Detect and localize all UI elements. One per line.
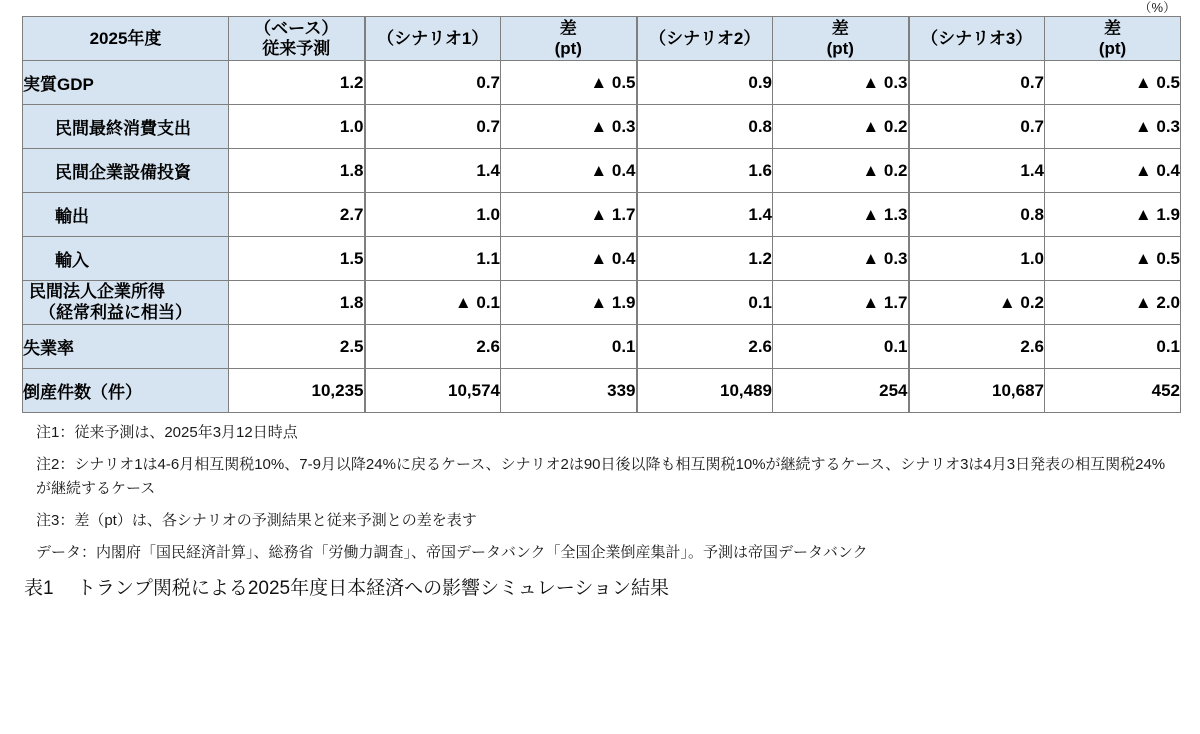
note-source: データ：内閣府「国民経済計算」、総務省「労働力調査」、帝国データバンク「全国企業倒産集計」。予測は帝国データバンク xyxy=(36,544,868,561)
row-value-d3: ▲ 0.4 xyxy=(1045,149,1181,193)
row-value-d1: 0.1 xyxy=(501,325,637,369)
row-label: 失業率 xyxy=(23,325,229,369)
row-value-s2: 0.9 xyxy=(637,61,773,105)
caption-text: トランプ関税による2025年度日本経済への影響シミュレーション結果 xyxy=(76,578,669,600)
row-value-s2: 10,489 xyxy=(637,369,773,413)
row-value-s2: 1.2 xyxy=(637,237,773,281)
row-label: 民間最終消費支出 xyxy=(23,105,229,149)
table-row xyxy=(23,281,1181,325)
row-value-s1: 2.6 xyxy=(365,325,501,369)
row-value-d1: ▲ 1.7 xyxy=(501,193,637,237)
row-value-s1: 1.4 xyxy=(365,149,501,193)
row-value-s3: 1.4 xyxy=(909,149,1045,193)
table-header-row xyxy=(23,17,1181,61)
row-value-d1: ▲ 0.3 xyxy=(501,105,637,149)
row-value-d3: ▲ 0.5 xyxy=(1045,237,1181,281)
row-value-base: 2.7 xyxy=(229,193,365,237)
row-value-d2: ▲ 0.3 xyxy=(773,237,909,281)
table-row xyxy=(23,325,1181,369)
row-value-base: 1.2 xyxy=(229,61,365,105)
row-value-base: 1.0 xyxy=(229,105,365,149)
row-label: 輸出 xyxy=(23,193,229,237)
row-value-s3: 0.7 xyxy=(909,61,1045,105)
row-value-d3: ▲ 2.0 xyxy=(1045,281,1181,325)
row-value-d2: ▲ 0.3 xyxy=(773,61,909,105)
row-value-s2: 2.6 xyxy=(637,325,773,369)
figure-caption xyxy=(22,573,1178,600)
row-value-s1: ▲ 0.1 xyxy=(365,281,501,325)
table-row xyxy=(23,149,1181,193)
row-value-d2: ▲ 1.7 xyxy=(773,281,909,325)
row-value-s2: 0.8 xyxy=(637,105,773,149)
row-value-base: 1.5 xyxy=(229,237,365,281)
row-label: 実質GDP xyxy=(23,61,229,105)
row-value-d1: ▲ 0.4 xyxy=(501,149,637,193)
header-cell-diff3: 差 (pt) xyxy=(1045,17,1181,61)
row-value-d2: 254 xyxy=(773,369,909,413)
row-value-s1: 0.7 xyxy=(365,105,501,149)
note-1: 注1：従来予測は、2025年3月12日時点 xyxy=(36,424,298,441)
row-value-d3: 452 xyxy=(1045,369,1181,413)
row-value-s2: 1.4 xyxy=(637,193,773,237)
table-row xyxy=(23,193,1181,237)
row-value-base: 2.5 xyxy=(229,325,365,369)
row-value-d2: 0.1 xyxy=(773,325,909,369)
row-label: 倒産件数（件） xyxy=(23,369,229,413)
row-value-d3: ▲ 0.3 xyxy=(1045,105,1181,149)
row-label xyxy=(23,281,229,325)
header-cell-scenario2: （シナリオ2） xyxy=(637,17,773,61)
row-value-d2: ▲ 1.3 xyxy=(773,193,909,237)
row-value-s1: 10,574 xyxy=(365,369,501,413)
row-value-base: 1.8 xyxy=(229,281,365,325)
row-value-d3: ▲ 1.9 xyxy=(1045,193,1181,237)
header-cell-period: 2025年度 xyxy=(23,17,229,61)
header-cell-scenario1: （シナリオ1） xyxy=(365,17,501,61)
row-value-s2: 0.1 xyxy=(637,281,773,325)
row-label: 民間企業設備投資 xyxy=(23,149,229,193)
row-label: 輸入 xyxy=(23,237,229,281)
row-value-s3: 0.8 xyxy=(909,193,1045,237)
note-3: 注3：差（pt）は、各シナリオの予測結果と従来予測との差を表す xyxy=(36,511,477,529)
row-value-base: 10,235 xyxy=(229,369,365,413)
row-value-s1: 1.1 xyxy=(365,237,501,281)
row-value-d1: ▲ 0.4 xyxy=(501,237,637,281)
row-value-d2: ▲ 0.2 xyxy=(773,105,909,149)
table-notes xyxy=(22,421,1178,564)
caption-number: 表1 xyxy=(24,578,54,600)
row-value-s3: 1.0 xyxy=(909,237,1045,281)
header-cell-base: （ベース） 従来予測 xyxy=(229,17,365,61)
row-value-d1: 339 xyxy=(501,369,637,413)
row-value-d1: ▲ 1.9 xyxy=(501,281,637,325)
row-value-s2: 1.6 xyxy=(637,149,773,193)
row-value-s1: 0.7 xyxy=(365,61,501,105)
table-row xyxy=(23,369,1181,413)
row-value-s3: ▲ 0.2 xyxy=(909,281,1045,325)
table-row xyxy=(23,237,1181,281)
row-value-s3: 2.6 xyxy=(909,325,1045,369)
row-value-d3: ▲ 0.5 xyxy=(1045,61,1181,105)
header-cell-diff2: 差 (pt) xyxy=(773,17,909,61)
row-label-line2: （経常利益に相当） xyxy=(39,302,192,322)
row-label-line1: 民間法人企業所得 xyxy=(29,282,165,302)
row-value-d1: ▲ 0.5 xyxy=(501,61,637,105)
simulation-table xyxy=(22,16,1181,413)
note-2: 注2：シナリオ1は4-6月相互関税10%、7-9月以降24%に戻るケース、シナリオ2は90日後以降も相互関税10%が継続するケース、シナリオ3は4月3日発表の相互関税24%が継続するケース xyxy=(36,456,1166,497)
row-value-base: 1.8 xyxy=(229,149,365,193)
header-cell-diff1: 差 (pt) xyxy=(501,17,637,61)
row-value-d2: ▲ 0.2 xyxy=(773,149,909,193)
table-row xyxy=(23,105,1181,149)
row-value-d3: 0.1 xyxy=(1045,325,1181,369)
row-value-s3: 10,687 xyxy=(909,369,1045,413)
row-value-s1: 1.0 xyxy=(365,193,501,237)
row-value-s3: 0.7 xyxy=(909,105,1045,149)
table-row xyxy=(23,61,1181,105)
unit-label: （%） xyxy=(1138,0,1176,15)
header-cell-scenario3: （シナリオ3） xyxy=(909,17,1045,61)
